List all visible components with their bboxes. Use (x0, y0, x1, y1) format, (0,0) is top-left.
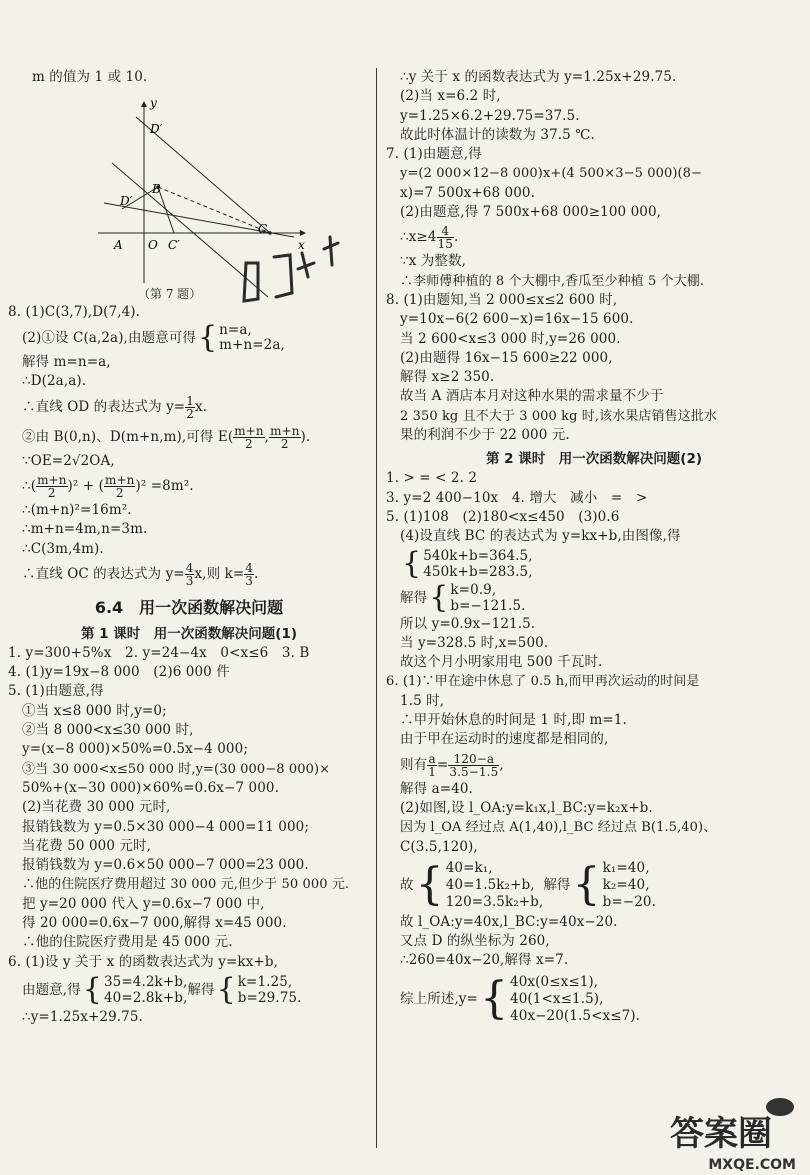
text-line: 故 l_OA:y=40x,l_BC:y=40x−20. (400, 913, 618, 930)
label-c: C (258, 222, 268, 237)
text-line: 得 20 000=0.6x−7 000,解得 x=45 000. (22, 915, 287, 932)
text-line: ∴x≥4 $\frac{4}{15}$ . (400, 224, 459, 252)
text-line: (2)由题意,得 7 500x+68 000≥100 000, (400, 204, 662, 221)
watermark-url: MXQE.COM (708, 1157, 796, 1173)
text-line: 果的利润不少于 22 000 元. (400, 427, 570, 444)
text-line: 6. (1)∵甲在途中休息了 0.5 h,而甲再次运动的时间是 (386, 674, 700, 690)
text-line: ③当 30 000<x≤50 000 时,y=(30 000−8 000)× (22, 761, 331, 777)
label-y: y (150, 96, 157, 111)
text-line: (2)当 x=6.2 时, (400, 88, 501, 105)
text-line: 由于甲在运动时的速度都是相同的, (400, 731, 609, 748)
text-line: 4. (1)y=19x−8 000 (2)6 000 件 (8, 664, 230, 681)
text-line: 6. (1)设 y 关于 x 的函数表达式为 y=kx+b, (8, 953, 278, 970)
text-line: ∵x 为整数, (400, 253, 466, 270)
text-line: 2 350 kg 且不大于 3 000 kg 时,该水果店销售这批水 (400, 408, 718, 424)
text-line: 故这个月小明家用电 500 千瓦时. (400, 654, 603, 671)
text-line: 当花费 50 000 元时, (22, 837, 152, 854)
watermark-text: 答案圈 (670, 1114, 772, 1153)
system-line: 解得{ k=0.9, b=−121.5. (400, 580, 526, 616)
dashed-line (158, 187, 270, 233)
text-line: y=1.25×6.2+29.75=37.5. (400, 107, 580, 124)
system-line: 由题意,得{ 35=4.2k+b, 40=2.8k+b, 解得{ k=1.25, b=29.75. (22, 972, 302, 1008)
text-line: ∴他的住院医疗费用是 45 000 元. (22, 934, 233, 951)
text-line: 解得 x≥2 350. (400, 369, 495, 386)
text-line: ∴m+n=4m,n=3m. (22, 521, 148, 538)
text-line: (2)由题得 16x−15 600≥22 000, (400, 349, 613, 366)
text-line: ∴李师傅种植的 8 个大棚中,香瓜至少种植 5 个大棚. (400, 273, 705, 289)
text-line: m 的值为 1 或 10. (32, 69, 148, 85)
left-column (8, 68, 370, 1027)
text-line: 3. y=2 400−10x 4. 增大 减小 = > (386, 489, 648, 506)
text-line: C(3.5,120), (400, 838, 478, 855)
text-line: 报销钱数为 y=0.6×50 000−7 000=23 000. (22, 857, 309, 874)
text-line: ∴y 关于 x 的函数表达式为 y=1.25x+29.75. (400, 69, 677, 85)
text-line: 当 y=328.5 时,x=500. (400, 634, 549, 651)
system-line: { 540k+b=364.5, 450k+b=283.5, (402, 546, 533, 582)
label-c-prime: C′ (168, 238, 180, 253)
text-line: x)=7 500x+68 000. (400, 184, 535, 201)
text-line: ②当 8 000<x≤30 000 时, (22, 722, 194, 739)
text-line: 当 2 600<x≤3 000 时,y=26 000. (400, 330, 621, 347)
label-x: x (298, 238, 305, 253)
text-line: (2)当花费 30 000 元时, (22, 799, 171, 816)
system-line: (2)①设 C(a,2a),由题意可得{ n=a, m+n=2a, (22, 320, 285, 356)
text-line: 把 y=20 000 代入 y=0.6x−7 000 中, (22, 895, 265, 912)
text-line: 5. (1)108 (2)180<x≤450 (3)0.6 (386, 508, 620, 525)
coordinate-diagram (8, 87, 370, 303)
text-line: ∴甲开始休息的时间是 1 时,即 m=1. (400, 712, 627, 729)
text-line: ①当 x≤8 000 时,y=0; (22, 702, 167, 719)
point-c (268, 231, 272, 235)
text-line: 50%+(x−30 000)×60%=0.6x−7 000. (22, 779, 279, 796)
text-line: y=(2 000×12−8 000)x+(4 500×3−5 000)(8− (400, 166, 703, 182)
text-line: ∵OE=2√2OA, (22, 452, 115, 469)
label-d-prime: D′ (120, 194, 133, 209)
text-line: 5. (1)由题意,得 (8, 683, 104, 700)
text-line: 故当 A 酒店本月对这种水果的需求量不少于 (400, 388, 664, 405)
text-line: ∴y=1.25x+29.75. (22, 1008, 143, 1025)
label-a: A (114, 238, 123, 253)
right-column (386, 68, 802, 1027)
text-line: y=(x−8 000)×50%=0.5x−4 000; (22, 741, 248, 758)
watermark-graphic (662, 1093, 802, 1153)
system-line: 故{ 40=k₁, 40=1.5k₂+b, 120=3.5k₂+b, 解得{ k₁=40, k₂=40, b=−20. (400, 859, 656, 911)
text-line: 8. (1)C(3,7),D(7,4). (8, 304, 141, 321)
text-line: 报销钱数为 y=0.5×30 000−4 000=11 000; (22, 818, 310, 835)
lesson-title: 第 2 课时 用一次函数解决问题(2) (485, 451, 703, 468)
text-line: y=10x−6(2 600−x)=16x−15 600. (400, 311, 634, 328)
lesson-title: 第 1 课时 用一次函数解决问题(1) (80, 625, 298, 642)
x-axis-arrow (300, 230, 306, 236)
text-line: 1. > = < 2. 2 (386, 470, 478, 487)
text-line: 1. y=300+5%x 2. y=24−4x 0<x≤6 3. B (8, 644, 310, 661)
label-b: B (152, 182, 161, 197)
text-line: 解得 m=n=a, (22, 354, 111, 371)
text-line: ∴直线 OC 的表达式为 y= $\frac{4}{3}$ x,则 k= $\frac{4}{3}$ . (22, 560, 259, 588)
text-line: ∴260=40x−20,解得 x=7. (400, 952, 569, 969)
text-line: 则有 $\frac{a}{1}$ = $\frac{120-a}{3.5-1.5}$ , (400, 751, 504, 779)
text-line: 又点 D 的纵坐标为 260, (400, 933, 550, 950)
system-line: 综上所述,y={ 40x(0≤x≤1), 40(1<x≤1.5), 40x−20(1.5<x≤7). (400, 973, 641, 1025)
column-divider (376, 68, 377, 1148)
figure-7 (8, 87, 370, 303)
text-line: 故此时体温计的读数为 37.5 ℃. (400, 126, 595, 143)
text-line: 1.5 时, (400, 692, 445, 709)
text-line: ②由 B(0,n)、D(m+n,m),可得 E( $\frac{m+n}{2}$ , $\frac{m+n}{2}$ ). (22, 423, 311, 451)
text-line: ∴直线 OD 的表达式为 y= $\frac{1}{2}$ x. (22, 393, 208, 421)
label-d-prime-top: D′ (150, 122, 163, 137)
text-line: 因为 l_OA 经过点 A(1,40),l_BC 经过点 B(1.5,40)、 (400, 820, 717, 836)
text-line: 解得 a=40. (400, 780, 473, 797)
section-title: 6.4 用一次函数解决问题 (94, 597, 284, 617)
text-line: (4)设直线 BC 的表达式为 y=kx+b,由图像,得 (400, 528, 681, 545)
label-o: O (148, 238, 158, 253)
text-line: ∴D(2a,a). (22, 373, 87, 390)
text-line: 8. (1)由题知,当 2 000≤x≤2 600 时, (386, 291, 618, 308)
text-line: ∴(m+n)²=16m². (22, 501, 132, 518)
text-line: ∴C(3m,4m). (22, 540, 104, 557)
text-line: 所以 y=0.9x−121.5. (400, 615, 536, 632)
y-axis-arrow (141, 101, 147, 107)
figure-caption: （第 7 题） (138, 287, 202, 302)
text-line: ∴( $\frac{m+n}{2}$ )² + ( $\frac{m+n}{2}$ )² =8m². (22, 472, 194, 500)
text-line: ∴他的住院医疗费用超过 30 000 元,但少于 50 000 元. (22, 877, 350, 893)
text-line: (2)如图,设 l_OA:y=k₁x,l_BC:y=k₂x+b. (400, 799, 653, 816)
text-line: 7. (1)由题意,得 (386, 146, 482, 163)
handwriting-scribble (244, 237, 338, 301)
